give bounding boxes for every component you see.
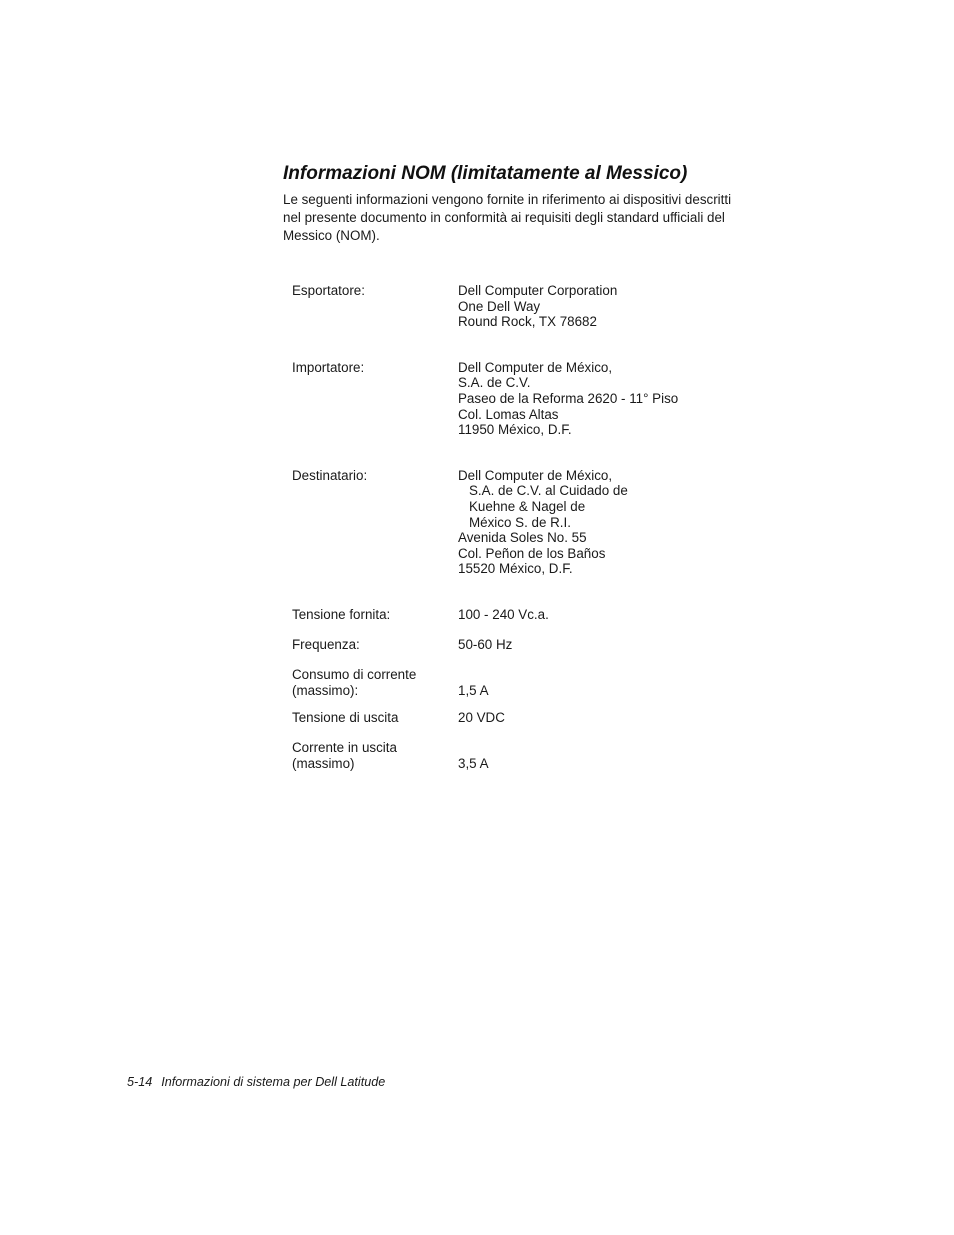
value-line: S.A. de C.V. al Cuidado de	[469, 483, 628, 499]
value-line: Avenida Soles No. 55	[458, 530, 587, 546]
row-output-current	[292, 740, 752, 771]
row-consignee	[292, 468, 752, 595]
label-line: (massimo)	[292, 755, 355, 771]
intro-line: Messico (NOM).	[283, 228, 380, 243]
row-current-consumption	[292, 667, 752, 698]
value-line: 20 VDC	[458, 710, 505, 726]
row-value	[458, 607, 549, 623]
value-line: Round Rock, TX 78682	[458, 314, 597, 330]
value-line: Col. Peñon de los Baños	[458, 545, 606, 561]
value-line: 11950 México, D.F.	[458, 422, 572, 438]
row-value	[458, 683, 489, 699]
row-value	[458, 710, 505, 726]
row-label	[292, 360, 452, 376]
intro-line: Le seguenti informazioni vengono fornite in riferimento ai dispositivi descritti	[283, 192, 732, 207]
row-label	[292, 637, 452, 653]
page-number: 5-14	[127, 1075, 153, 1089]
value-line: 3,5 A	[458, 755, 489, 771]
label-line: Esportatore:	[292, 283, 365, 298]
label-line: Destinatario:	[292, 467, 368, 483]
value-line: One Dell Way	[458, 298, 541, 314]
label-line: Corrente in uscita	[292, 740, 397, 756]
value-line: Dell Computer de México,	[458, 359, 613, 375]
row-value	[458, 756, 489, 772]
value-line: 1,5 A	[458, 682, 489, 698]
row-label	[292, 283, 452, 299]
value-line: 100 - 240 Vc.a.	[458, 606, 549, 622]
row-value	[458, 637, 512, 653]
value-line: Dell Computer Corporation	[458, 283, 618, 298]
label-line: Frequenza:	[292, 636, 360, 652]
row-output-voltage	[292, 710, 752, 728]
nom-info-table	[292, 283, 752, 771]
value-line: México S. de R.I.	[469, 514, 571, 530]
label-line: (massimo):	[292, 682, 359, 698]
row-label	[292, 710, 452, 726]
row-importer	[292, 360, 752, 456]
row-label	[292, 607, 452, 623]
value-line: Dell Computer de México,	[458, 467, 613, 483]
label-line: Importatore:	[292, 359, 365, 375]
label-line: Consumo di corrente	[292, 666, 417, 682]
value-line: 15520 México, D.F.	[458, 561, 573, 577]
page-title: Informazioni NOM (limitatamente al Messico)	[283, 163, 688, 184]
value-line: Paseo de la Reforma 2620 - 11° Piso	[458, 390, 679, 406]
row-value	[458, 360, 678, 438]
row-label	[292, 740, 452, 771]
value-line: Kuehne & Nagel de	[469, 498, 586, 514]
value-line: 50-60 Hz	[458, 636, 513, 652]
row-label	[292, 667, 452, 698]
row-supply-voltage	[292, 607, 752, 625]
row-exporter	[292, 283, 752, 348]
row-label	[292, 468, 452, 484]
running-title: Informazioni di sistema per Dell Latitude	[161, 1075, 386, 1089]
page-footer	[127, 1073, 385, 1091]
intro-line: nel presente documento in conformità ai requisiti degli standard ufficiali del	[283, 210, 725, 225]
value-line: Col. Lomas Altas	[458, 406, 559, 422]
row-frequency	[292, 637, 752, 655]
row-value	[458, 283, 617, 330]
label-line: Tensione di uscita	[292, 710, 399, 726]
intro-paragraph	[283, 191, 773, 245]
row-value	[458, 468, 628, 577]
value-line: S.A. de C.V.	[458, 375, 531, 391]
label-line: Tensione fornita:	[292, 606, 391, 622]
